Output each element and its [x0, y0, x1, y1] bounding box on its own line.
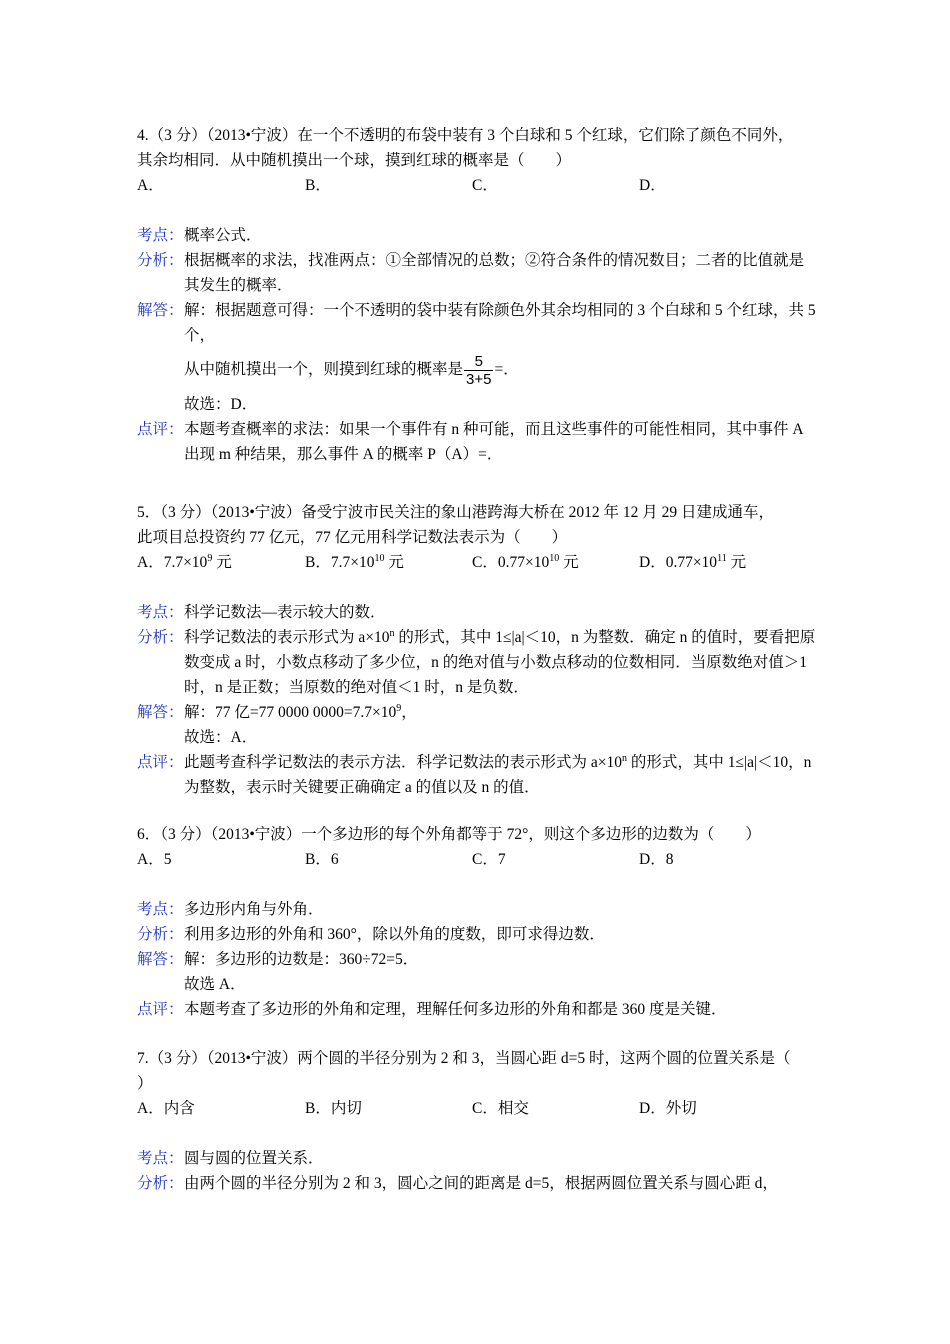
option-c: C．7 [472, 851, 506, 868]
fraction-numerator: 5 [474, 352, 483, 370]
jieda-text-1: 解：77 亿=77 0000 $0000=7.7\times 10^9$， [184, 703, 417, 721]
probability-fraction [464, 353, 493, 388]
jieda-text-1: 解：多边形的边数是：360÷72=5． [184, 951, 419, 968]
kaodian-text: 多边形内角与外角． [184, 901, 324, 918]
question-7-stem-line-1: 7.（3 分）（2013•宁波）两个圆的半径分别为 2 和 3，当圆心距 d=5 时，这两个圆的位置关系是（ [137, 1050, 791, 1067]
fenxi-section [137, 922, 817, 947]
question-7-options [137, 1096, 817, 1121]
fenxi-label: 分析： [137, 629, 184, 646]
jieda-label: 解答： [137, 704, 184, 721]
question-6-stem-line-1: 6．（3 分）（2013•宁波）一个多边形的每个外角都等于 72°，则这个多边形的边数为（ ） [137, 826, 761, 843]
fenxi-section [137, 248, 817, 298]
option-b: B． [305, 177, 331, 194]
jieda-section [137, 298, 817, 417]
dianping-label: 点评： [137, 421, 184, 438]
option-a: A．内含 [137, 1100, 195, 1117]
kaodian-section [137, 897, 817, 922]
jieda-text-2: 故选：A． [184, 729, 258, 746]
kaodian-section [137, 1146, 817, 1171]
fenxi-label: 分析： [137, 1175, 184, 1192]
question-4-stem-line-1: 4.（3 分）（2013•宁波）在一个不透明的布袋中装有 3 个白球和 5 个红球，它们除了颜色不同外， [137, 127, 794, 144]
kaodian-label: 考点： [137, 901, 184, 918]
option-a: A．5 [137, 851, 172, 868]
fenxi-text: 利用多边形的外角和 360°，除以外角的度数，即可求得边数． [184, 926, 605, 943]
dianping-section [137, 417, 817, 467]
option-c: C．相交 [472, 1100, 529, 1117]
question-5-options [137, 550, 817, 575]
jieda-text-2-pre: 从中随机摸出一个，则摸到红球的概率是 [184, 361, 464, 378]
kaodian-section [137, 600, 817, 625]
option-a: A． [137, 177, 164, 194]
dianping-label: 点评： [137, 1001, 184, 1018]
kaodian-text: 圆与圆的位置关系． [184, 1150, 324, 1167]
option-b: B．$7.7\times 10^{10}$ 元 [305, 553, 404, 571]
option-b: B．内切 [305, 1100, 362, 1117]
fenxi-section [137, 1171, 817, 1196]
question-4 [137, 123, 817, 467]
jieda-text-1: 解：根据题意可得：一个不透明的袋中装有除颜色外其余均相同的 3 个白球和 5 个红球，共 5 个， [184, 302, 816, 344]
fenxi-text: 由两个圆的半径分别为 2 和 3，圆心之间的距离是 d=5，根据两圆位置关系与圆心距 d， [184, 1175, 778, 1192]
question-6-options [137, 847, 817, 872]
option-d: D． [639, 177, 666, 194]
dianping-label: 点评： [137, 754, 184, 771]
jieda-section [137, 700, 817, 750]
question-7 [137, 1046, 817, 1196]
option-d: D．外切 [639, 1100, 697, 1117]
kaodian-text: 科学记数法—表示较大的数． [184, 604, 386, 621]
question-4-options [137, 173, 817, 198]
fraction-denominator: 3+5 [466, 370, 492, 388]
question-5-stem-line-2: 此项目总投资约 77 亿元，77 亿元用科学记数法表示为（ ） [137, 529, 568, 546]
question-4-stem-line-2: 其余均相同．从中随机摸出一个球，摸到红球的概率是（ ） [137, 152, 572, 169]
option-d: D．8 [639, 851, 674, 868]
dianping-section [137, 997, 817, 1022]
jieda-section [137, 947, 817, 997]
kaodian-label: 考点： [137, 604, 184, 621]
dianping-text: 本题考查了多边形的外角和定理，理解任何多边形的外角和都是 360 度是关键． [184, 1001, 727, 1018]
kaodian-label: 考点： [137, 1150, 184, 1167]
fenxi-label: 分析： [137, 926, 184, 943]
fenxi-label: 分析： [137, 252, 184, 269]
option-b: B．6 [305, 851, 339, 868]
dianping-section [137, 750, 817, 800]
fenxi-text: 根据概率的求法，找准两点：①全部情况的总数；②符合条件的情况数目；二者的比值就是其发生的概率． [184, 252, 805, 294]
kaodian-section [137, 223, 817, 248]
dianping-text: 本题考查概率的求法：如果一个事件有 n 种可能，而且这些事件的可能性相同，其中事件 A 出现 m 种结果，那么事件 A 的概率 P（A）=． [184, 421, 803, 463]
question-6 [137, 822, 817, 1022]
jieda-text-2: 故选 A． [184, 976, 246, 993]
jieda-text-2 [184, 348, 817, 392]
option-d: D．$0.77\times 10^{11}$ 元 [639, 553, 747, 571]
option-a: A．$7.7\times 10^9$ 元 [137, 553, 232, 571]
question-5 [137, 500, 817, 800]
jieda-label: 解答： [137, 302, 184, 319]
fenxi-section [137, 625, 817, 700]
question-5-stem-line-1: 5．（3 分）（2013•宁波）备受宁波市民关注的象山港跨海大桥在 2012 年 12 月 29 日建成通车， [137, 504, 775, 521]
jieda-text-2-post: =． [494, 361, 519, 378]
question-7-stem-line-2: ） [137, 1075, 153, 1092]
jieda-label: 解答： [137, 951, 184, 968]
option-c: C．$0.77\times 10^{10}$ 元 [472, 553, 579, 571]
kaodian-text: 概率公式． [184, 227, 262, 244]
option-c: C． [472, 177, 498, 194]
jieda-text-3: 故选：D． [184, 396, 258, 413]
fenxi-text: 科学记数法的表示形式为 $a\times 10^n$ 的形式，其中 1≤|a|＜10，n 为整数．确定 n 的值时，要看把原数变成 a 时，小数点移动了多少位，n 的绝对值与小数点移动的位数相同．当原数绝对值＞1 时，n 是正数；当原数的绝对值＜1 时，n 是负数． [184, 628, 816, 696]
dianping-text: 此题考查科学记数法的表示方法．科学记数法的表示形式为 $a\times 10^n$ 的形式，其中 1≤|a|＜10，n 为整数，表示时关键要正确确定 a 的值以及 n 的值． [184, 753, 812, 796]
kaodian-label: 考点： [137, 227, 184, 244]
